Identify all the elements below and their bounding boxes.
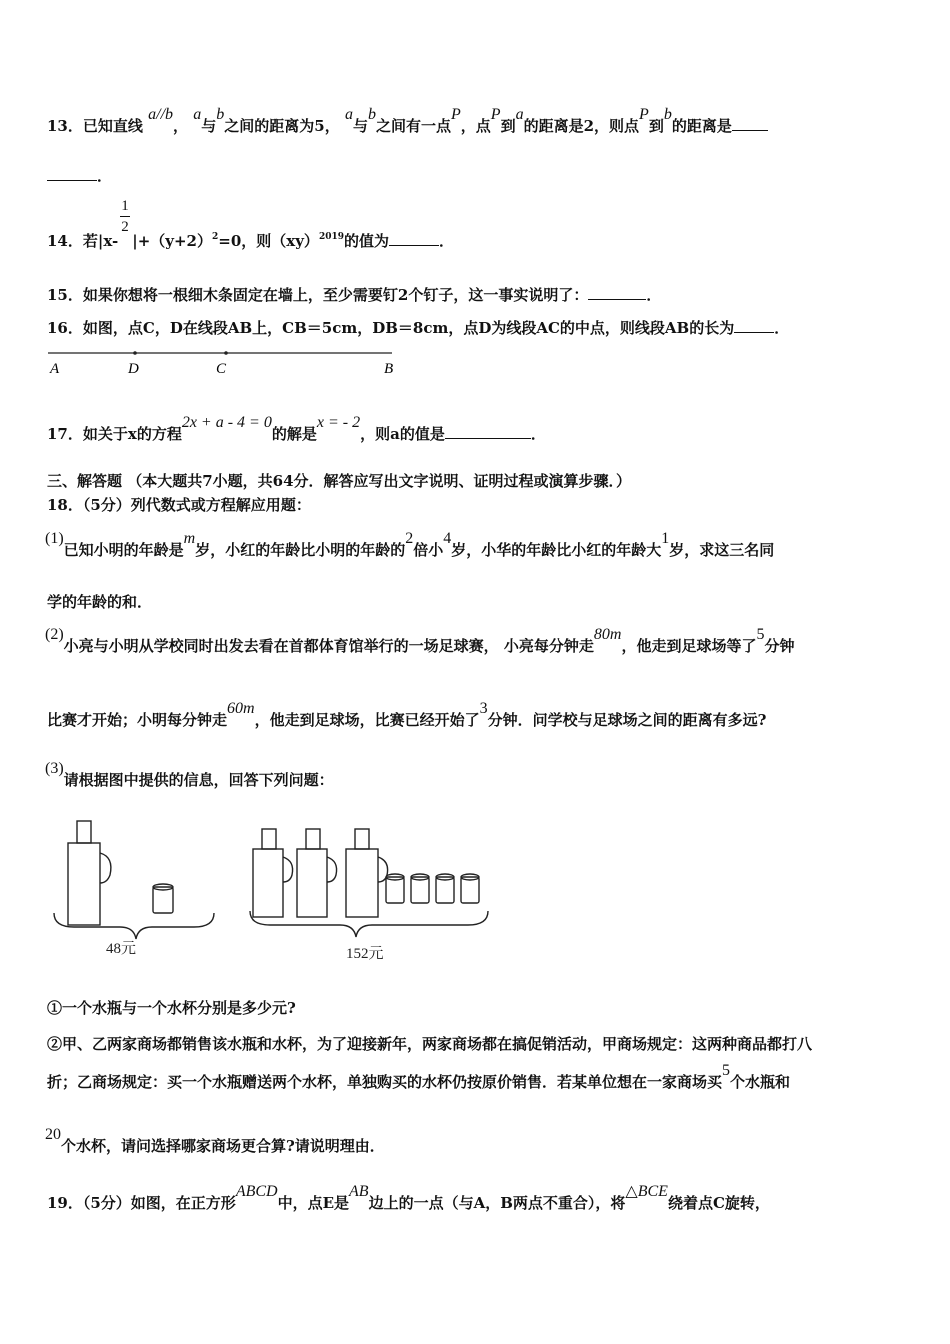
segment-diagram xyxy=(40,345,410,381)
question-19: 19．（5分）如图，在正方形ABCD中，点E是AB边上的一点（与A，B两点不重合），将△BCE绕着点C旋转， xyxy=(47,1183,770,1212)
answer-blank xyxy=(47,166,97,181)
question-17: 17．如关于x的方程2x + a - 4 = 0的解是x = - 2，则a的值是 ． xyxy=(47,414,546,443)
question-16: 16．如图，点C，D在线段AB上，CB＝5cm，DB＝8cm，点D为线段AC的中点，则线段AB的长为 ． xyxy=(47,319,790,337)
question-18-sub1: ①一个水瓶与一个水杯分别是多少元? xyxy=(47,999,296,1017)
bottle-cup-figure xyxy=(40,815,500,975)
answer-blank xyxy=(732,116,768,131)
question-18-sub2-cont: 折；乙商场规定：买一个水瓶赠送两个水杯，单独购买的水杯仍按原价销售．若某单位想在一家商场买5个水瓶和 xyxy=(47,1062,791,1091)
question-14: 14．若|x- $\frac{1}{2}$ $|+(y+2)^2=0$，则（xy）$^{2019}$的值为 ． xyxy=(47,198,455,250)
cup-icon xyxy=(153,884,173,913)
cup-icon xyxy=(461,874,479,903)
brace-152 xyxy=(250,911,488,937)
question-18-sub2: ②甲、乙两家商场都销售该水瓶和水杯，为了迎接新年，两家商场都在搞促销活动，甲商场规定：这两种商品都打八 xyxy=(47,1035,813,1053)
answer-blank xyxy=(389,231,439,246)
bottle-icon xyxy=(253,829,293,917)
point-label-b: B xyxy=(384,361,394,377)
question-18-part1-cont: 学的年龄的和． xyxy=(47,593,153,611)
question-13: 13．已知直线 a//b， a与b之间的距离为5， a与b之间有一点P，点P到a的距离是2，则点P到b的距离是 xyxy=(47,116,910,137)
answer-blank xyxy=(445,424,531,439)
bottle-icon xyxy=(297,829,337,917)
question-18-part3: (3)请根据图中提供的信息，回答下列问题： xyxy=(45,760,334,789)
point-label-d: D xyxy=(128,361,139,377)
cup-icon xyxy=(411,874,429,903)
math-equation: 2x + a - 4 = 0 xyxy=(181,414,272,431)
math-solution: x = - 2 xyxy=(316,414,361,431)
question-18-part1: (1)已知小明的年龄是m岁，小红的年龄比小明的年龄的2倍小4岁，小华的年龄比小红的年龄大1岁，求这三名同 xyxy=(45,530,775,559)
cup-icon xyxy=(436,874,454,903)
answer-blank xyxy=(734,318,774,333)
point-label-a: A xyxy=(50,361,60,377)
math-a-parallel-b: a//b xyxy=(148,106,174,123)
question-18-sub2-cont2: 20个水杯，请问选择哪家商场更合算?请说明理由． xyxy=(45,1126,385,1155)
bottle-icon xyxy=(68,821,111,925)
question-13-cont: ． xyxy=(47,166,910,186)
question-18-header: 18．（5分）列代数式或方程解应用题： xyxy=(47,496,311,514)
price-label-48: 48元 xyxy=(106,941,137,957)
brace-48 xyxy=(54,913,214,939)
bottle-icon xyxy=(346,829,388,917)
fraction-one-half: $\frac{1}{2}$ xyxy=(121,198,129,235)
question-18-part2: (2)小亮与小明从学校同时出发去看在首都体育馆举行的一场足球赛， 小亮每分钟走80m，他走到足球场等了5分钟 xyxy=(45,626,795,655)
question-18-part2-cont: 比赛才开始；小明每分钟走60m，他走到足球场，比赛已经开始了3分钟．问学校与足球场之间的距离有多远? xyxy=(47,700,767,729)
cup-icon xyxy=(386,874,404,903)
section-heading: 三、解答题 （本大题共7小题，共64分．解答应写出文字说明、证明过程或演算步骤．） xyxy=(47,472,632,490)
question-15: 15．如果你想将一根细木条固定在墙上，至少需要钉2个钉子，这一事实说明了： ． xyxy=(47,286,662,304)
answer-blank xyxy=(588,285,646,300)
point-label-c: C xyxy=(216,361,227,377)
price-label-152: 152元 xyxy=(346,946,384,962)
